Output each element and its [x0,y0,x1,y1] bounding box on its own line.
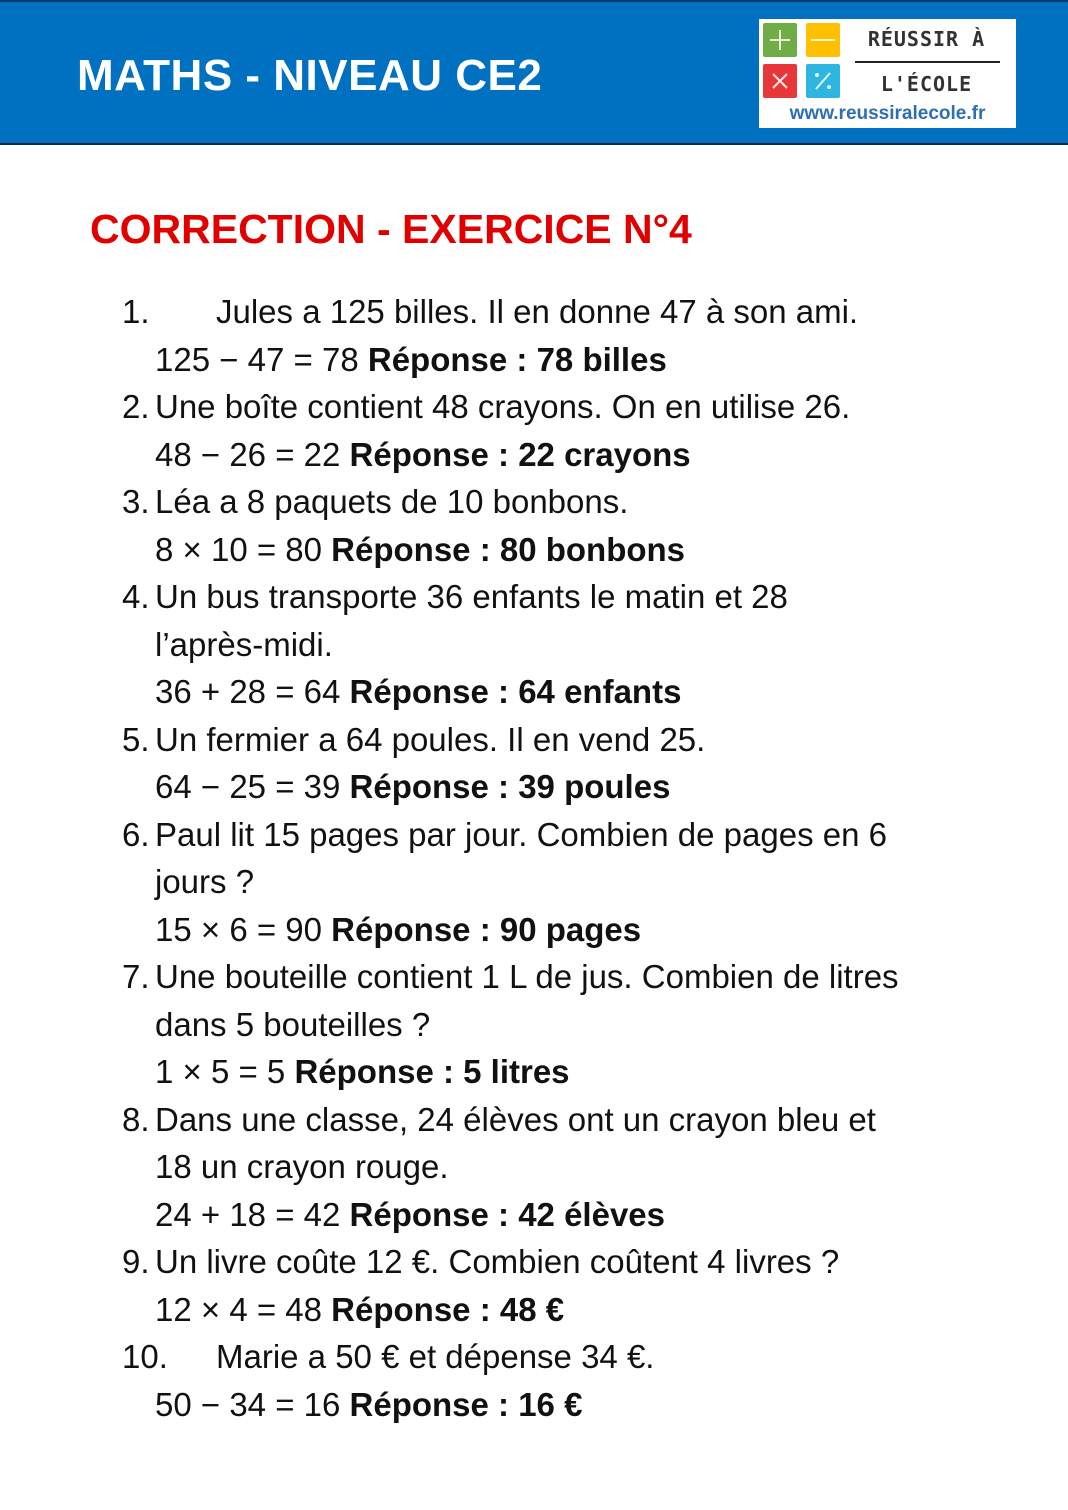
exercise-5-solution [155,763,670,811]
exercise-6-number: 6. [122,815,150,853]
exercise-3-solution [155,526,685,574]
exercise-8-statement-line2: 18 un crayon rouge. [155,1148,449,1185]
calculation: 48 − 26 = 22 [155,435,341,473]
exercise-6-solution [155,906,641,954]
exercise-7-number: 7. [122,958,150,995]
exercise-8-solution [155,1191,665,1239]
page-header [0,0,1068,145]
answer: Réponse : 48 € [331,1290,565,1328]
calculation: 12 × 4 = 48 [155,1290,322,1328]
answer: Réponse : 5 litres [294,1053,570,1090]
exercise-9-statement: Un livre coûte 12 €. Combien coûtent 4 livres ? [155,1243,840,1280]
exercise-5-statement: Un fermier a 64 poules. Il en vend 25. [155,720,706,758]
exercise-2-solution [155,431,691,479]
calculation: 125 − 47 = 78 [155,340,359,378]
calculation: 50 − 34 = 16 [155,1385,341,1423]
exercise-8-number: 8. [122,1100,150,1138]
answer: Réponse : 90 pages [331,910,642,948]
calculation: 1 × 5 = 5 [155,1053,286,1090]
exercise-7-solution [155,1048,570,1096]
exercise-8-statement-line1: Dans une classe, 24 élèves ont un crayon bleu et [155,1100,876,1138]
logo-text-top: RÉUSSIR À [867,27,986,51]
logo-url[interactable]: www.reussiralecole.fr [789,103,986,124]
exercise-9-number: 9. [122,1243,150,1280]
calculation: 64 − 25 = 39 [155,768,341,805]
exercise-6-statement-line1: Paul lit 15 pages par jour. Combien de pages en 6 [155,815,887,853]
exercise-10-statement: Marie a 50 € et dépense 34 €. [216,1338,655,1375]
calculation: 15 × 6 = 90 [155,910,322,948]
exercise-2-statement: Une boîte contient 48 crayons. On en utilise 26. [155,388,851,425]
site-logo [759,19,1016,128]
exercise-10-solution [155,1381,582,1429]
exercise-2-number: 2. [122,388,150,425]
exercise-7-statement-line2: dans 5 bouteilles ? [155,1005,431,1043]
exercise-3-statement: Léa a 8 paquets de 10 bonbons. [155,483,629,520]
minus-icon [806,23,840,57]
answer: Réponse : 39 poules [349,768,671,805]
logo-text-bottom: L'ÉCOLE [880,72,973,96]
calculation: 24 + 18 = 42 [155,1195,341,1233]
answer: Réponse : 22 crayons [349,435,691,473]
exercise-10-number: 10. [122,1338,168,1375]
section-title: CORRECTION - EXERCICE N°4 [90,206,692,252]
exercise-4-solution [155,668,681,716]
exercise-9-solution [155,1286,564,1334]
exercise-4-statement-line1: Un bus transporte 36 enfants le matin et 28 [155,578,788,615]
answer: Réponse : 80 bonbons [331,530,686,568]
exercise-1-solution [155,336,667,384]
answer: Réponse : 64 enfants [349,673,682,710]
exercise-7-statement-line1: Une bouteille contient 1 L de jus. Combien de litres [155,958,899,995]
header-title: MATHS - NIVEAU CE2 [77,51,543,100]
percent-icon [806,64,840,98]
calculation: 36 + 28 = 64 [155,673,341,710]
exercise-4-number: 4. [122,578,150,615]
logo-divider [855,61,1000,63]
times-icon [763,64,797,98]
plus-icon [763,23,797,57]
exercise-3-number: 3. [122,483,150,520]
exercise-6-statement-line2: jours ? [155,863,255,900]
answer: Réponse : 42 élèves [349,1195,666,1233]
exercise-1-statement: Jules a 125 billes. Il en donne 47 à son ami. [216,293,859,330]
answer: Réponse : 16 € [349,1385,583,1423]
exercise-5-number: 5. [122,720,150,758]
calculation: 8 × 10 = 80 [155,530,322,568]
exercise-4-statement-line2: l’après-midi. [155,625,333,663]
exercise-1-number: 1. [122,293,150,330]
answer: Réponse : 78 billes [367,340,667,378]
